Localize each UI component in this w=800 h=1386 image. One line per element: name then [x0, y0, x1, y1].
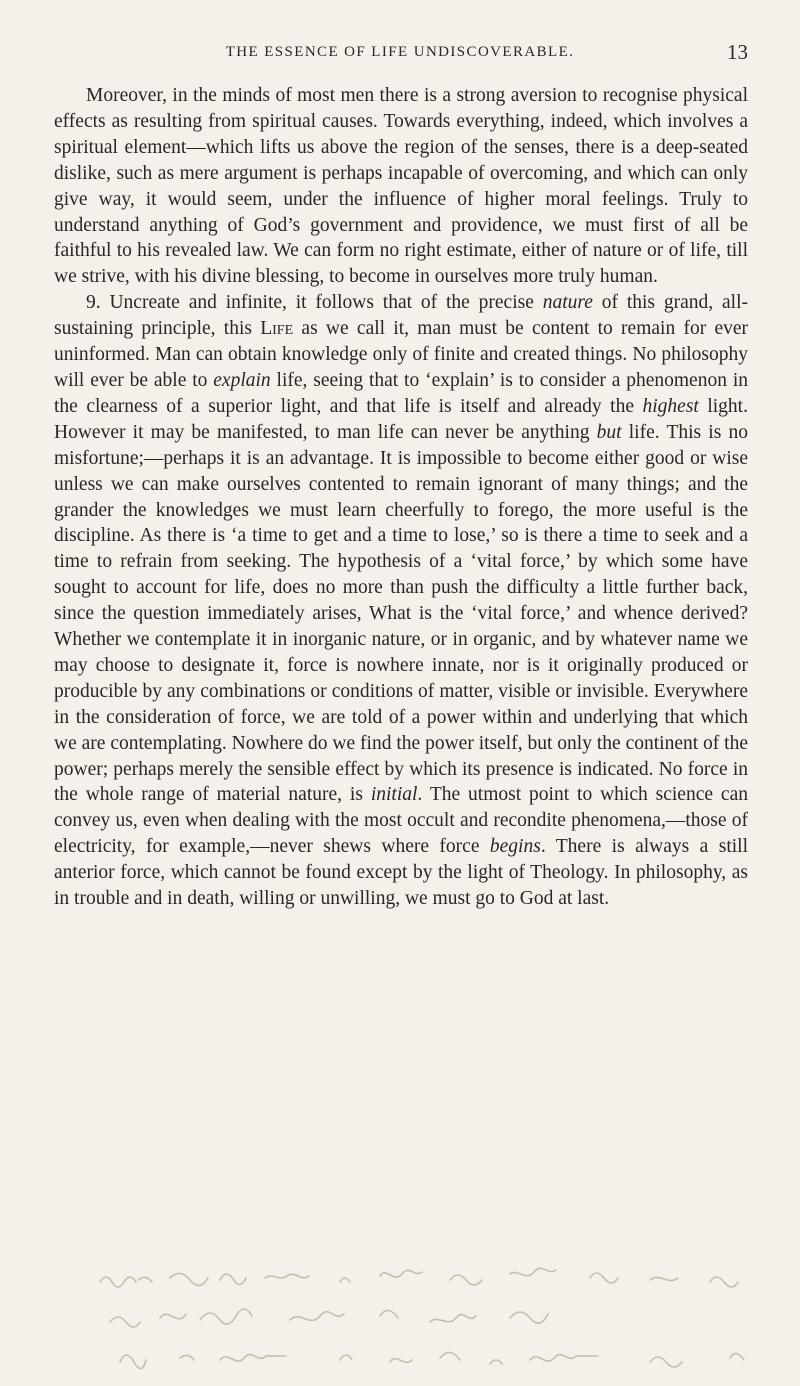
italic-term: nature [542, 292, 593, 314]
paragraph-moreover [54, 83, 748, 290]
text-segment: . The utmost point to which science can convey us, even when dealing with the most occult and recondite phenomena,—those of electricity, for example,—never shews where force [54, 784, 748, 858]
text-segment: Moreover, in the minds of most men there is a strong aversion to recognise physical effects as resulting from spiritual causes. Towards everything, indeed, which involves a spiritual element—which lifts us above the region of the senses, there is a deep-seated dislike, such as mere argument is perhaps incapable of overcoming, and which can only give way, it would seem, under the influence of higher moral feelings. Truly to understand anything of God’s government and providence, we must first of all be faithful to his revealed law. We can form no right estimate, either of nature or of life, till we strive, with his divine blessing, to become in ourselves more truly human. [54, 85, 748, 288]
page-number: 13 [727, 40, 748, 64]
text-segment: light. However it may be manifested, to man life can never be anything [54, 395, 748, 443]
italic-term: highest [642, 395, 699, 417]
italic-term: but [596, 421, 622, 443]
italic-term: initial [370, 784, 418, 806]
text-segment: of this grand, all-sustaining principle, this [54, 292, 748, 340]
handwritten-annotation [90, 1260, 790, 1380]
running-title: THE ESSENCE OF LIFE UNDISCOVERABLE. [225, 44, 575, 60]
paragraph-9 [54, 290, 748, 912]
smallcaps-term: Life [260, 318, 294, 340]
italic-term: explain [213, 369, 271, 391]
body-text [54, 83, 748, 912]
italic-term: begins [489, 836, 541, 858]
text-segment: . There is always a still anterior force, which cannot be found except by the light of Theology. In philosophy, as in trouble and in death, willing or unwilling, we must go to God at last. [54, 836, 748, 910]
text-segment: life, seeing that to ‘explain’ is to consider a phenomenon in the clearness of a superior light, and that life is itself and already the [54, 369, 748, 417]
text-segment: 9. Uncreate and infinite, it follows that of the precise [86, 292, 543, 314]
running-head [52, 40, 748, 70]
text-segment: life. This is no misfortune;—perhaps it is an advantage. It is impossible to become either good or wise unless we can make ourselves contented to remain ignorant of many things; and the grander the knowledges we must learn cheerfully to forego, the more useful is the discipline. As there is ‘a time to get and a time to lose,’ so is there a time to seek and a time to refrain from seeking. The hypothesis of a ‘vital force,’ by which some have sought to account for life, does no more than push the difficulty a little further back, since the question immediately arises, What is the ‘vital force,’ and whence derived? Whether we contemplate it in inorganic nature, or in organic, and by whatever name we may choose to designate it, force is nowhere innate, nor is it originally produced or producible by any combinations or conditions of matter, visible or invisible. Everywhere in the consideration of force, we are told of a power within and underlying that which we are contemplating. Nowhere do we find the power itself, but only the continent of the power; perhaps merely the sensible effect by which its presence is indicated. No force in the whole range of material nature, is [54, 421, 748, 806]
text-segment: as we call it, man must be content to remain for ever uninformed. Man can obtain knowledge only of finite and created things. No philosophy will ever be able to [54, 318, 749, 391]
